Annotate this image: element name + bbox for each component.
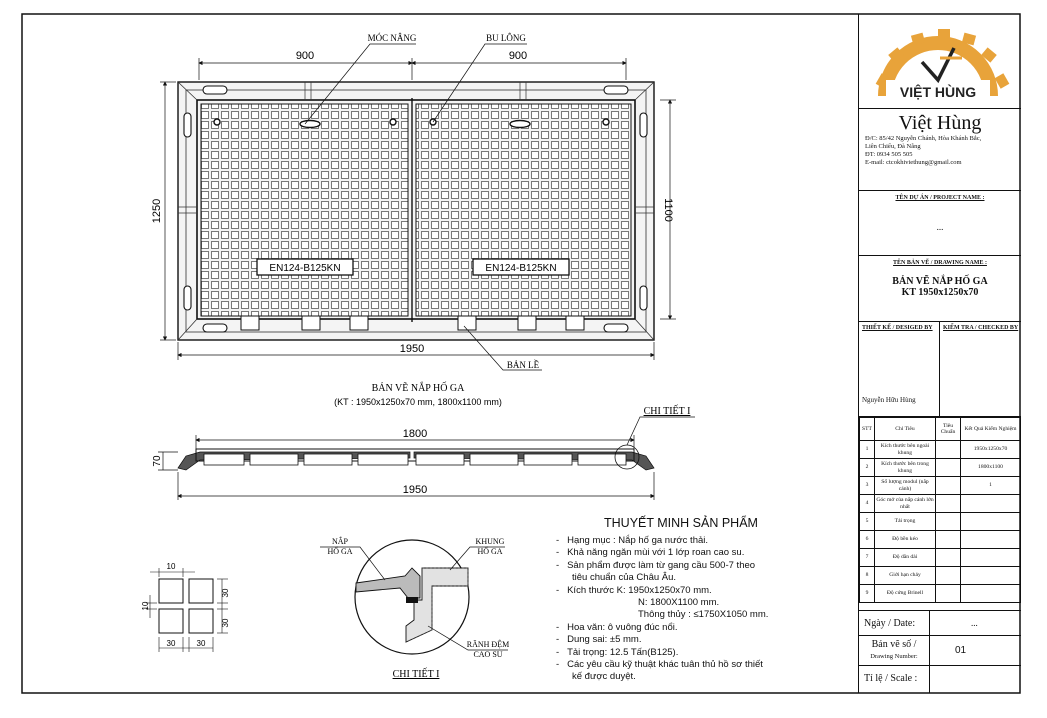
scale-cell [859, 666, 1021, 693]
table-row: 1 Kích thước bên ngoài khung 1950x1250x70 [860, 441, 1021, 459]
dim-top-left: 900 [295, 50, 315, 62]
pattern-dim-30-b1: 30 [166, 639, 176, 648]
designer-name: Nguyễn Hữu Hùng [862, 396, 916, 404]
label-groove2: CAO SU [473, 650, 503, 659]
date-value: ... [971, 618, 978, 628]
company-cell [859, 109, 1021, 191]
dim-left: 1250 [151, 198, 163, 224]
spec-line-9: - Dung sai: ±5 mm. [556, 634, 642, 646]
pattern-dim-30-r1: 30 [221, 588, 230, 598]
spec-line-7: Thông thủy : ≤1750X1050 mm. [638, 609, 769, 621]
table-row: 5 Tải trọng [860, 513, 1021, 531]
table-row: 6 Độ bền kéo [860, 531, 1021, 549]
title-block [858, 14, 1021, 693]
label-groove: RÃNH ĐỆM [466, 640, 510, 649]
logo-cell [859, 14, 1021, 109]
cover-right [416, 104, 631, 316]
label-cover: NẮP [331, 537, 349, 546]
spec-line-1: - Hạng mục : Nắp hố ga nước thải. [556, 535, 709, 546]
spec-line-2: - Khả năng ngăn mùi với 1 lớp roan cao su. [556, 547, 745, 559]
label-frame2: HỐ GA [477, 547, 503, 556]
spec-heading: THUYẾT MINH SẢN PHẨM [604, 516, 758, 530]
th-name: Chỉ Tiêu [875, 418, 936, 441]
company-email: E-mail: ctcokhiviethung@gmail.com [865, 159, 962, 166]
label-hinge: BẢN LỀ [506, 360, 540, 370]
table-row: 4 Góc mở của nắp cánh lớn nhất [860, 495, 1021, 513]
company-address: Đ/C: 85/42 Nguyễn Chánh, Hòa Khánh Bắc, [865, 135, 982, 142]
drawing-label: TÊN BẢN VẼ / DRAWING NAME : [893, 260, 987, 266]
dim-bottom: 1950 [399, 343, 425, 355]
th-stt: STT [860, 418, 875, 441]
spec-line-10: - Tải trọng: 12.5 Tấn(B125). [556, 646, 679, 658]
number-label2: Drawing Number: [870, 653, 918, 660]
dim-right: 1100 [662, 198, 674, 222]
designer-cell [859, 322, 1021, 417]
label-cover2: HỐ GA [327, 547, 353, 556]
number-cell [859, 636, 1021, 666]
number-value: 01 [955, 645, 967, 656]
th-standard: Tiêu Chuẩn [936, 418, 961, 441]
dim-top-right: 900 [508, 50, 528, 62]
company-address2: Liên Chiểu, Đà Nẵng [865, 143, 921, 150]
pattern-dim-10-left: 10 [141, 601, 150, 611]
detail-title: CHI TIẾT I [392, 669, 440, 680]
scale-label: Tỉ lệ / Scale : [864, 673, 918, 684]
plate-text-left: EN124-B125KN [269, 263, 341, 274]
table-row: 2 Kích thước bên trong khung 1800x1100 [860, 459, 1021, 477]
section-view [152, 404, 695, 500]
section-dim-outer: 1950 [402, 484, 428, 496]
spec-line-4: tiêu chuẩn của Châu Âu. [572, 572, 677, 584]
plan-title: BẢN VẼ NẮP HỐ GA [371, 383, 465, 394]
table-row: 7 Độ dãn dài [860, 549, 1021, 567]
project-cell [859, 191, 1021, 256]
detail-view [320, 536, 509, 680]
spec-line-8: - Hoa văn: ô vuông đúc nổi. [556, 621, 678, 633]
project-label: TÊN DỰ ÁN / PROJECT NAME : [895, 195, 985, 201]
cover-left [201, 104, 408, 316]
spec-line-6: N: 1800X1100 mm. [638, 597, 720, 609]
table-row: 8 Giới hạn chảy [860, 567, 1021, 585]
logo-text: VIỆT HÙNG [899, 84, 977, 100]
table-row: 3 Số lượng modul (nắp cánh) 1 [860, 477, 1021, 495]
pattern-detail [141, 562, 230, 652]
number-label: Bản vẽ số / [871, 639, 917, 650]
drawing-name-cell [859, 256, 1021, 322]
plan-view [151, 33, 676, 407]
plan-subtitle: (KT : 1950x1250x70 mm, 1800x1100 mm) [334, 397, 502, 407]
detail-ref: CHI TIẾT I [643, 406, 691, 417]
table-row: 9 Độ cứng Brinell [860, 585, 1021, 603]
plate-text-right: EN124-B125KN [485, 263, 557, 274]
spec-table [859, 417, 1021, 603]
spec-line-3: - Sản phẩm được làm từ gang cầu 500-7 theo [556, 559, 756, 571]
company-name: Việt Hùng [898, 112, 982, 134]
pattern-dim-10-top: 10 [166, 562, 176, 571]
section-dim-height: 70 [152, 455, 163, 467]
drawing-name-2: KT 1950x1250x70 [901, 287, 979, 298]
spec-line-11: - Các yêu cầu kỹ thuật khác tuân thủ hồ sơ thiết [556, 659, 763, 671]
th-result: Kết Quả Kiểm Nghiệm [961, 418, 1021, 441]
company-phone: ĐT: 0934 505 505 [865, 151, 913, 158]
checked-label: KIỂM TRA / CHECKED BY [943, 325, 1019, 331]
designed-label: THIẾT KẾ / DESIGED BY [862, 325, 933, 331]
label-frame: KHUNG [475, 537, 505, 546]
spec-line-5: - Kích thước K: 1950x1250x70 mm. [556, 584, 712, 596]
label-hook: MÓC NÂNG [367, 33, 417, 43]
section-dim-inner: 1800 [402, 428, 428, 440]
date-label: Ngày / Date: [864, 618, 916, 629]
date-cell [859, 610, 1021, 636]
project-value: ... [936, 222, 944, 232]
pattern-dim-30-b2: 30 [196, 639, 206, 648]
product-spec [556, 516, 856, 684]
drawing-name-1: BẢN VẼ NẮP HỐ GA [892, 276, 988, 287]
spec-line-12: kế được duyệt. [572, 671, 636, 683]
pattern-dim-30-r2: 30 [221, 618, 230, 628]
label-bolt: BU LÔNG [486, 33, 526, 43]
